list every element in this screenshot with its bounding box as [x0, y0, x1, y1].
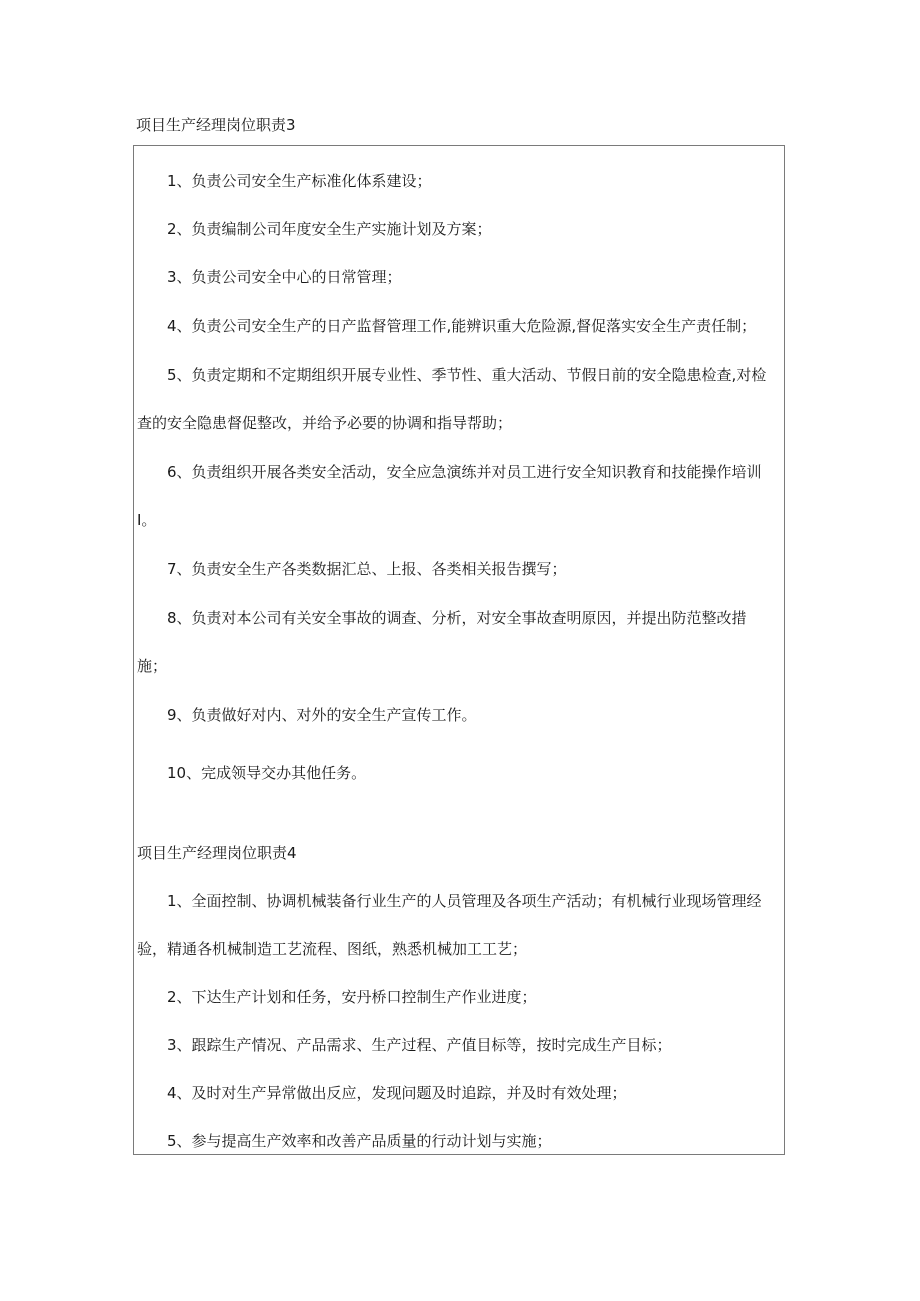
section-3-title: 项目生产经理岗位职责3: [136, 116, 296, 134]
section-4-title: 项目生产经理岗位职责4: [137, 844, 297, 862]
s3-item-10: 10、完成领导交办其他任务。: [167, 764, 367, 782]
s4-item-3: 3、跟踪生产情况、产品需求、生产过程、产值目标等，按时完成生产目标；: [167, 1036, 672, 1054]
s3-item-1: 1、负责公司安全生产标准化体系建设；: [167, 172, 432, 190]
s3-item-3: 3、负责公司安全中心的日常管理；: [167, 268, 402, 286]
s3-item-9: 9、负责做好对内、对外的安全生产宣传工作。: [167, 706, 477, 724]
s3-item-8: 8、负责对本公司有关安全事故的调查、分析，对安全事故查明原因，并提出防范整改措: [167, 609, 747, 627]
s3-item-2: 2、负责编制公司年度安全生产实施计划及方案；: [167, 220, 492, 238]
s4-item-2: 2、下达生产计划和任务，安丹桥口控制生产作业进度；: [167, 988, 537, 1006]
s3-item-5: 5、负责定期和不定期组织开展专业性、季节性、重大活动、节假日前的安全隐患检查,对检: [167, 366, 767, 384]
s3-item-7: 7、负责安全生产各类数据汇总、上报、各类相关报告撰写；: [167, 560, 567, 578]
s4-item-4: 4、及时对生产异常做出反应，发现问题及时追踪，并及时有效处理；: [167, 1084, 627, 1102]
s4-item-5: 5、参与提高生产效率和改善产品质量的行动计划与实施；: [167, 1132, 552, 1150]
s3-item-5-cont: 查的安全隐患督促整改，并给予必要的协调和指导帮助；: [137, 414, 513, 432]
s4-item-1-cont: 验，精通各机械制造工艺流程、图纸，熟悉机械加工工艺；: [137, 940, 528, 958]
s3-item-8-cont: 施；: [137, 657, 168, 675]
s3-item-6-cont: I。: [137, 511, 157, 529]
s3-item-4: 4、负责公司安全生产的日产监督管理工作,能辨识重大危险源,督促落实安全生产责任制；: [167, 317, 757, 335]
s3-item-6: 6、负责组织开展各类安全活动，安全应急演练并对员工进行安全知识教育和技能操作培训: [167, 463, 762, 481]
s4-item-1: 1、全面控制、协调机械装备行业生产的人员管理及各项生产活动；有机械行业现场管理经: [167, 892, 762, 910]
